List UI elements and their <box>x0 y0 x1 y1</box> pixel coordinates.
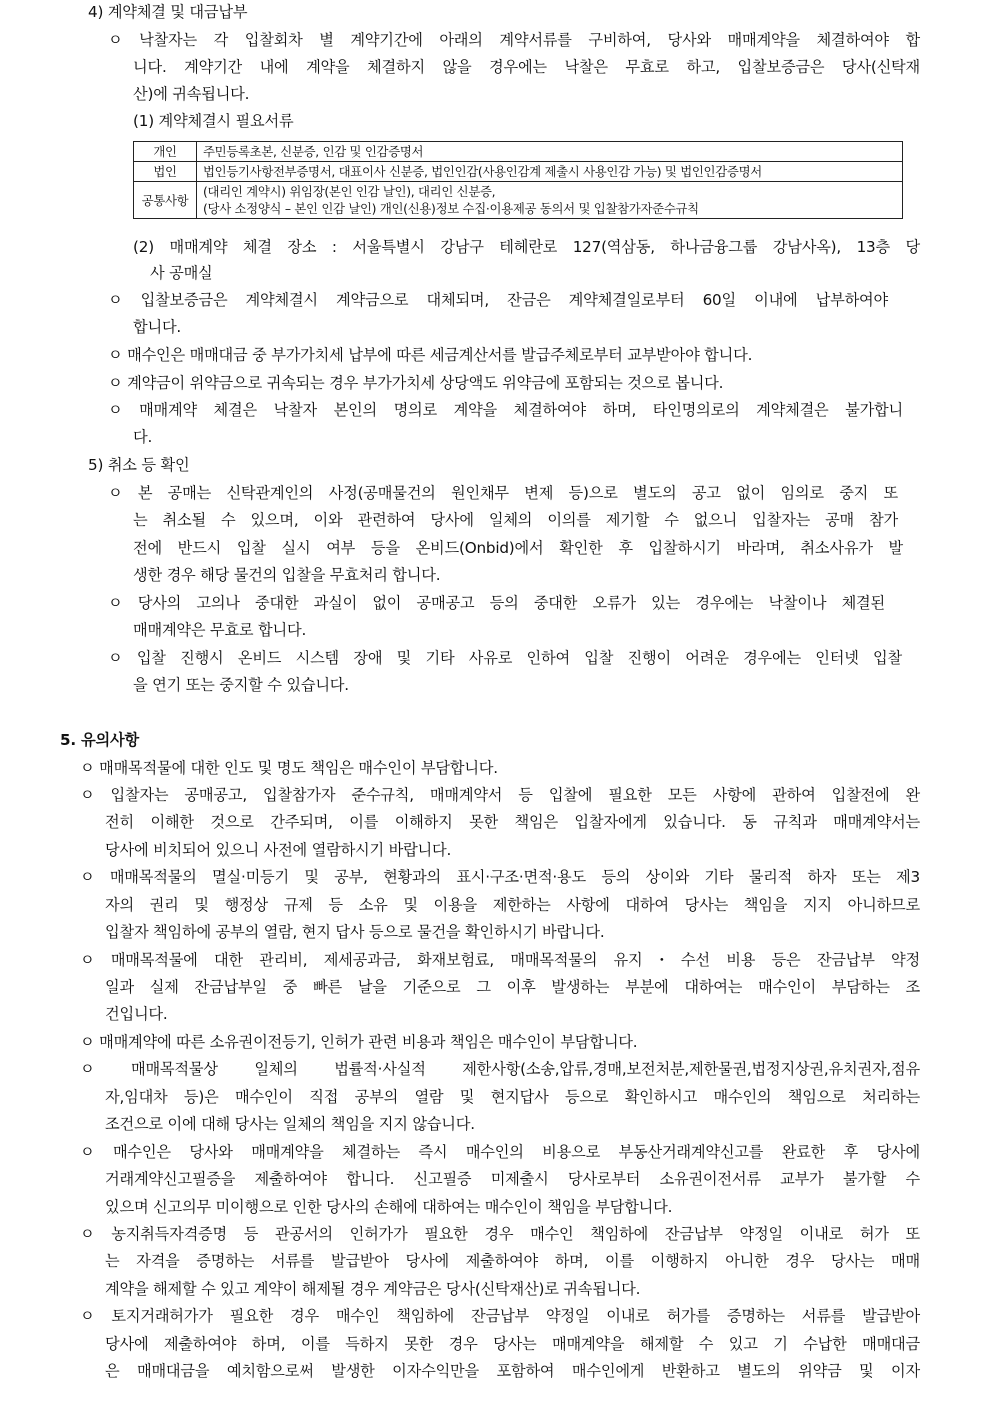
table-row <box>134 142 903 162</box>
paragraph-line: 자,임대차 등)은 매수인이 직접 공부의 열람 및 현지답사 등으로 확인하시고 매수인의 책임으로 처리하는 <box>105 1088 920 1106</box>
paragraph-line: 조건으로 이에 대해 당사는 일체의 책임을 지지 않습니다. <box>105 1115 475 1133</box>
paragraph-line: 은 매매대금을 예치함으로써 발생한 이자수익만을 포함하여 매수인에게 반환하고 별도의 위약금 및 이자 <box>105 1362 920 1380</box>
paragraph-line: ㅇ 계약금이 위약금으로 귀속되는 경우 부가가치세 상당액도 위약금에 포함되는 것으로 봅니다. <box>108 374 724 392</box>
paragraph-line: 합니다. <box>133 318 182 336</box>
table-cell-label: 공통사항 <box>134 182 197 219</box>
table-cell-line: (당사 소정양식 – 본인 인감 날인) 개인(신용)정보 수집·이용제공 동의서 및 입찰참가자준수규칙 <box>203 201 699 216</box>
required-documents-table <box>133 141 903 219</box>
paragraph-line: 전에 반드시 입찰 실시 여부 등을 온비드(Onbid)에서 확인한 후 입찰하시기 바라며, 취소사유가 발 <box>133 539 903 557</box>
section-heading: 4) 계약체결 및 대금납부 <box>88 3 248 21</box>
paragraph-line: 계약을 해제할 수 있고 계약이 해제될 경우 계약금은 당사(신탁재산)로 귀속됩니다. <box>105 1280 641 1298</box>
paragraph-line: ㅇ 본 공매는 신탁관계인의 사정(공매물건의 원인채무 변제 등)으로 별도의 공고 없이 임의로 중지 또 <box>108 484 898 502</box>
paragraph-line: 전히 이해한 것으로 간주되며, 이를 이해하지 못한 책임은 입찰자에게 있습니다. 동 규칙과 매매계약서는 <box>105 813 920 831</box>
paragraph-line: ㅇ 토지거래허가가 필요한 경우 매수인 책임하에 잔금납부 약정일 이내로 허가를 증명하는 서류를 발급받아 <box>80 1307 920 1325</box>
table-cell-line: (대리인 계약시) 위임장(본인 인감 날인), 대리인 신분증, <box>203 184 496 199</box>
paragraph-line: 거래계약신고필증을 제출하여야 합니다. 신고필증 미제출시 당사로부터 소유권이전서류 교부가 불가할 수 <box>105 1170 920 1188</box>
paragraph-line: (2) 매매계약 체결 장소 : 서울특별시 강남구 테헤란로 127(역삼동, 하나금융그룹 강남사옥), 13층 당 <box>133 238 920 256</box>
paragraph-line: 있으며 신고의무 미이행으로 인한 당사의 손해에 대하여는 매수인이 책임을 부담합니다. <box>105 1198 673 1216</box>
paragraph-line: ㅇ 매매목적물의 멸실·미등기 및 공부, 현황과의 표시·구조·면적·용도 등의 상이와 기타 물리적 하자 또는 제3 <box>80 868 920 886</box>
table-cell: 주민등록초본, 신분증, 인감 및 인감증명서 <box>197 142 903 162</box>
paragraph-line: ㅇ 매매목적물에 대한 인도 및 명도 책임은 매수인이 부담합니다. <box>80 759 498 777</box>
paragraph-line: 당사에 비치되어 있으니 사전에 열람하시기 바랍니다. <box>105 841 452 859</box>
table-cell: 법인등기사항전부증명서, 대표이사 신분증, 법인인감(사용인감계 제출시 사용인감 가능) 및 법인인감증명서 <box>197 162 903 182</box>
section-heading: 5) 취소 등 확인 <box>88 456 190 474</box>
paragraph-line: 당사에 제출하여야 하며, 이를 득하지 못한 경우 당사는 매매계약을 해제할 수 있고 기 수납한 매매대금 <box>105 1335 920 1353</box>
paragraph-line: 건입니다. <box>105 1005 168 1023</box>
paragraph-line: ㅇ 당사의 고의나 중대한 과실이 없이 공매공고 등의 중대한 오류가 있는 경우에는 낙찰이나 체결된 <box>108 594 885 612</box>
paragraph-line: ㅇ 매매목적물상 일체의 법률적·사실적 제한사항(소송,압류,경매,보전처분,제한물권,법정지상권,유치권자,점유 <box>80 1060 920 1078</box>
table-cell <box>197 182 903 219</box>
paragraph-line: ㅇ 매수인은 매매대금 중 부가가치세 납부에 따른 세금계산서를 발급주체로부터 교부받아야 합니다. <box>108 346 753 364</box>
paragraph-line: ㅇ 낙찰자는 각 입찰회차 별 계약기간에 아래의 계약서류를 구비하여, 당사와 매매계약을 체결하여야 합 <box>108 31 920 49</box>
paragraph-line: 산)에 귀속됩니다. <box>133 85 250 103</box>
table-row <box>134 162 903 182</box>
paragraph-line: 다. <box>133 428 153 446</box>
table-cell-label: 법인 <box>134 162 197 182</box>
paragraph-line: ㅇ 매수인은 당사와 매매계약을 체결하는 즉시 매수인의 비용으로 부동산거래계약신고를 완료한 후 당사에 <box>80 1143 920 1161</box>
paragraph-line: 니다. 계약기간 내에 계약을 체결하지 않을 경우에는 낙찰은 무효로 하고, 입찰보증금은 당사(신탁재 <box>133 58 920 76</box>
paragraph-line: 매매계약은 무효로 합니다. <box>133 621 307 639</box>
paragraph-line: 입찰자 책임하에 공부의 열람, 현지 답사 등으로 물건을 확인하시기 바랍니다. <box>105 923 605 941</box>
paragraph-line: 는 취소될 수 있으며, 이와 관련하여 당사에 일체의 이의를 제기할 수 없으니 입찰자는 공매 참가 <box>133 511 898 529</box>
paragraph-line: ㅇ 입찰 진행시 온비드 시스템 장애 및 기타 사유로 인하여 입찰 진행이 어려운 경우에는 인터넷 입찰 <box>108 649 902 667</box>
paragraph-line: ㅇ 입찰보증금은 계약체결시 계약금으로 대체되며, 잔금은 계약체결일로부터 60일 이내에 납부하여야 <box>108 291 888 309</box>
paragraph-line: 생한 경우 해당 물건의 입찰을 무효처리 합니다. <box>133 566 441 584</box>
subsection-title: (1) 계약체결시 필요서류 <box>133 112 294 130</box>
paragraph-line: ㅇ 매매계약 체결은 낙찰자 본인의 명의로 계약을 체결하여야 하며, 타인명의로의 계약체결은 불가합니 <box>108 401 903 419</box>
paragraph-line: 을 연기 또는 중지할 수 있습니다. <box>133 676 349 694</box>
paragraph-line: ㅇ 입찰자는 공매공고, 입찰참가자 준수규칙, 매매계약서 등 입찰에 필요한 모든 사항에 관하여 입찰전에 완 <box>80 786 920 804</box>
paragraph-line: ㅇ 농지취득자격증명 등 관공서의 인허가가 필요한 경우 매수인 책임하에 잔금납부 약정일 이내로 허가 또 <box>80 1225 920 1243</box>
paragraph-line: ㅇ 매매목적물에 대한 관리비, 제세공과금, 화재보험료, 매매목적물의 유지・수선 비용 등은 잔금납부 약정 <box>80 951 920 969</box>
paragraph-line: 자의 권리 및 행정상 규제 등 소유 및 이용을 제한하는 사항에 대하여 당사는 책임을 지지 아니하므로 <box>105 896 920 914</box>
paragraph-line: 는 자격을 증명하는 서류를 발급받아 당사에 제출하여야 하며, 이를 이행하지 아니한 경우 당사는 매매 <box>105 1252 920 1270</box>
paragraph-line: 사 공매실 <box>150 264 213 282</box>
table-cell-label: 개인 <box>134 142 197 162</box>
table-row <box>134 182 903 219</box>
section-heading: 5. 유의사항 <box>60 731 139 749</box>
paragraph-line: 일과 실제 잔금납부일 중 빠른 날을 기준으로 그 이후 발생하는 부분에 대하여는 매수인이 부담하는 조 <box>105 978 920 996</box>
paragraph-line: ㅇ 매매계약에 따른 소유권이전등기, 인허가 관련 비용과 책임은 매수인이 부담합니다. <box>80 1033 638 1051</box>
